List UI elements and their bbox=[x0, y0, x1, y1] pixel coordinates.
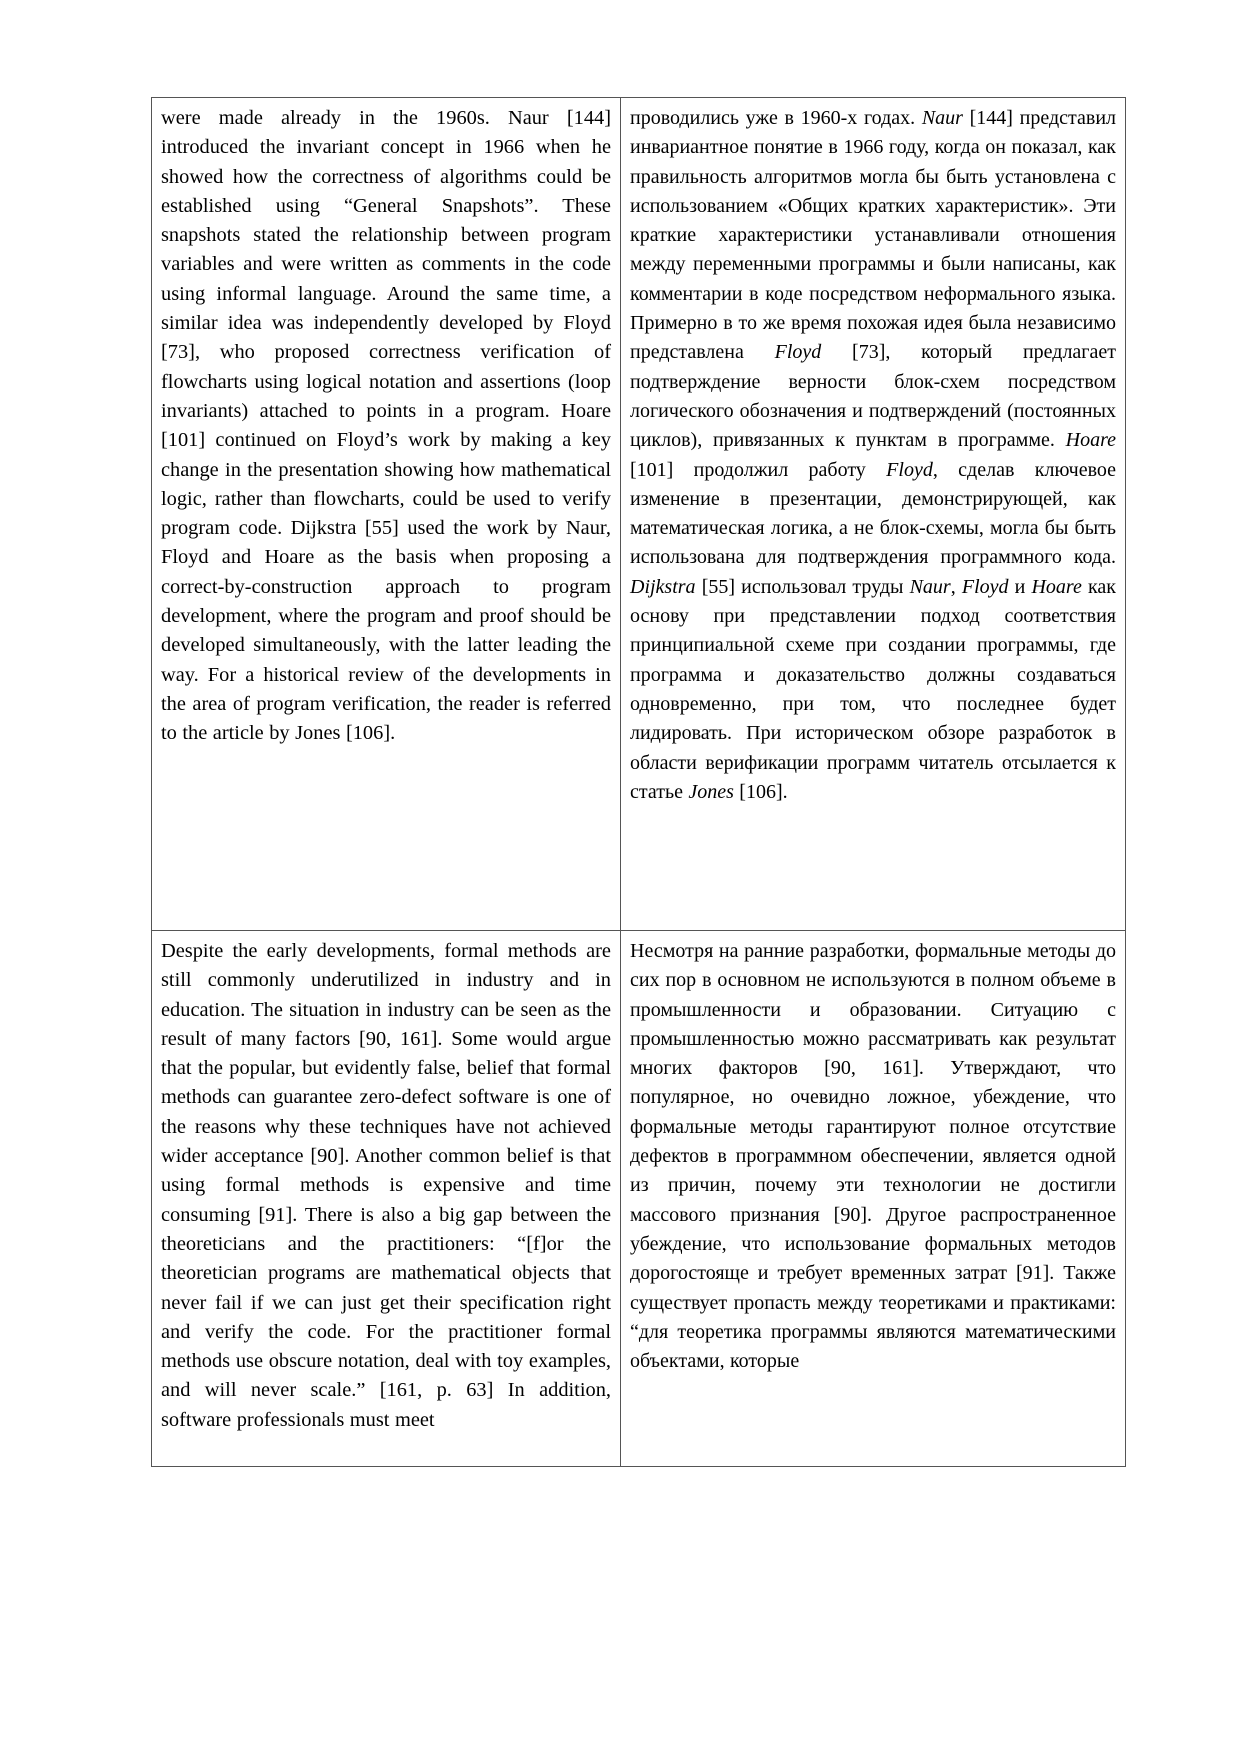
english-paragraph-1: were made already in the 1960s. Naur [144] introduced the invariant concept in 1966 when he showed how the correctness of algorithms could be established using “General Snapshots”. These snapshots stated the relationship between program variables and were written as comments in the code using informal language. Around the same time, a similar idea was independently developed by Floyd [73], who proposed correctness verification of flowcharts using logical notation and assertions (loop invariants) attached to points in a program. Hoare [101] continued on Floyd’s work by making a key change in the presentation showing how mathematical logic, rather than flowcharts, could be used to verify program code. Dijkstra [55] used the work by Naur, Floyd and Hoare as the basis when proposing a correct-by-construction approach to program development, where the program and proof should be developed simultaneously, with the latter leading the way. For a historical review of the developments in the area of program verification, the reader is referred to the article by Jones [106]. bbox=[161, 107, 611, 745]
cited-author-name: Floyd bbox=[961, 575, 1009, 598]
russian-cell-1 bbox=[621, 98, 1126, 931]
cited-author-name: Hoare bbox=[1065, 429, 1116, 452]
text-run: как основу при представлении подход соответствия принципиальной схеме при создании программы, где программа и доказательство должны создаваться одновременно, при том, что последнее будет лидировать. При историческом обзоре разработок в области верификации программ читатель отсылается к статье bbox=[630, 575, 1116, 803]
english-paragraph-2: Despite the early developments, formal methods are still commonly underutilized in industry and in education. The situation in industry can be seen as the result of many factors [90, 161]. Some would argue that the popular, but evidently false, belief that formal methods can guarantee zero-defect software is one of the reasons why these techniques have not achieved wider acceptance [90]. Another common belief is that using formal methods is expensive and time consuming [91]. There is also a big gap between the theoreticians and the practitioners: “[f]or the theoretician programs are mathematical objects that never fail if we can just get their specification right and verify the code. For the practitioner formal methods use obscure notation, deal with toy examples, and will never scale.” [161, p. 63] In addition, software professionals must meet bbox=[161, 940, 611, 1431]
text-run: проводились уже в 1960-х годах. bbox=[630, 107, 922, 129]
cited-author-name: Naur bbox=[909, 575, 951, 598]
cited-author-name: Hoare bbox=[1031, 575, 1082, 598]
text-run: [101] продолжил работу bbox=[630, 458, 887, 481]
table-body bbox=[152, 98, 1126, 1467]
russian-paragraph-2 bbox=[630, 937, 1116, 1376]
russian-paragraph-1 bbox=[630, 104, 1116, 807]
cited-author-name: Dijkstra bbox=[630, 575, 696, 598]
text-run: [73], который предлагает подтверждение верности блок-схем посредством логического обозначения и подтверждений (постоянных циклов), привязанных к пунктам в программе. bbox=[630, 341, 1117, 452]
text-run: , bbox=[950, 575, 962, 598]
text-run: [55] использовал труды bbox=[695, 575, 910, 598]
bilingual-translation-table bbox=[151, 97, 1126, 1467]
bilingual-table-wrapper bbox=[151, 97, 1117, 1467]
table-row bbox=[152, 931, 1126, 1467]
russian-cell-1-content bbox=[630, 104, 1116, 926]
text-run: Несмотря на ранние разработки, формальные методы до сих пор в основном не используются в полном объеме в промышленности и образовании. Ситуацию с промышленностью можно рассматривать как результат многих факторов [90, 161]. Утверждают, что популярное, но очевидно ложное, убеждение, что формальные методы гарантируют полное отсутствие дефектов в программном обеспечении, является одной из причин, почему эти технологии не достигли массового признания [90]. Другое распространенное убеждение, что использование формальных методов дорогостояще и требует временных затрат [91]. Также существует пропасть между теоретиками и практиками: “для теоретика программы являются математическими объектами, которые bbox=[630, 940, 1116, 1373]
english-cell-2-content bbox=[161, 937, 611, 1462]
english-cell-2 bbox=[152, 931, 621, 1467]
russian-cell-2 bbox=[621, 931, 1126, 1467]
cited-author-name: Floyd bbox=[774, 341, 822, 364]
table-row bbox=[152, 98, 1126, 931]
english-cell-1-content bbox=[161, 104, 611, 926]
text-run: , сделав ключевое изменение в презентации, демонстрирующей, как математическая логика, а не блок-схемы, могла бы быть использована для подтверждения программного кода. bbox=[630, 458, 1116, 569]
russian-cell-2-content bbox=[630, 937, 1116, 1462]
english-cell-1 bbox=[152, 98, 621, 931]
text-run: [106]. bbox=[733, 780, 788, 803]
text-run: [144] представил инвариантное понятие в 1966 году, когда он показал, как правильность алгоритмов могла бы быть установлена с использованием «Общих кратких характеристик». Эти краткие характеристики устанавливали отношения между переменными программы и были написаны, как комментарии в коде посредством неформального языка. Примерно в то же время похожая идея была независимо представлена bbox=[630, 107, 1117, 364]
cited-author-name: Floyd bbox=[886, 458, 933, 481]
text-run: и bbox=[1008, 575, 1032, 598]
cited-author-name: Jones bbox=[688, 780, 734, 803]
cited-author-name: Naur bbox=[921, 107, 963, 129]
